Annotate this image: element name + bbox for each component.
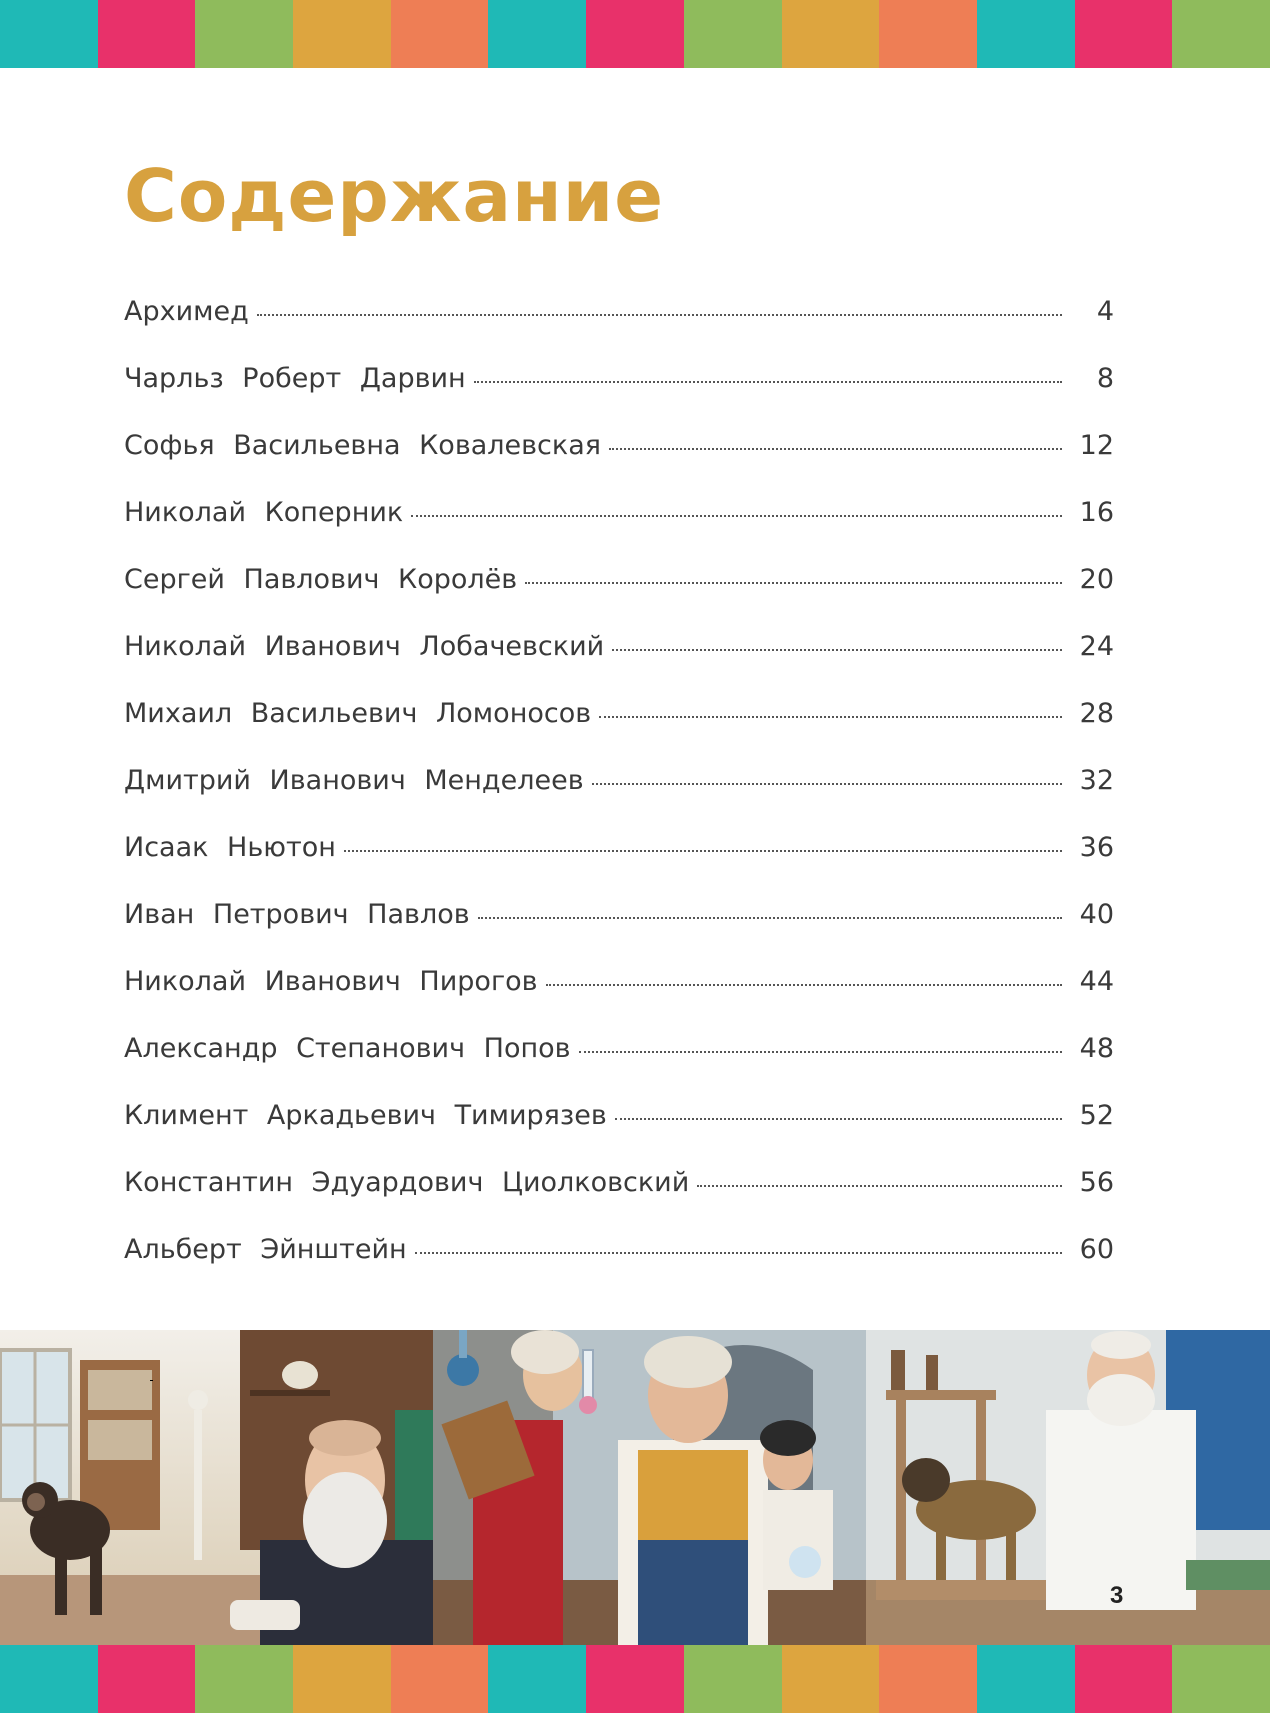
toc-entry[interactable]: [124, 1100, 1114, 1167]
toc-entry-name: Дмитрий Иванович Менделеев: [124, 765, 584, 796]
stripe-segment: [195, 1645, 293, 1713]
toc-dot-leader: [609, 448, 1062, 450]
illustration-strip: [0, 1330, 1270, 1645]
toc-dot-leader: [415, 1252, 1062, 1254]
stripe-segment: [684, 1645, 782, 1713]
toc-entry[interactable]: [124, 832, 1114, 899]
table-of-contents: [124, 296, 1114, 1301]
toc-entry-name: Николай Иванович Лобачевский: [124, 631, 605, 662]
toc-dot-leader: [525, 582, 1061, 584]
toc-entry[interactable]: [124, 966, 1114, 1033]
toc-entry[interactable]: [124, 1033, 1114, 1100]
toc-entry-name: Климент Аркадьевич Тимирязев: [124, 1100, 607, 1131]
stripe-segment: [586, 0, 684, 68]
stripe-segment: [488, 1645, 586, 1713]
stripe-segment: [879, 0, 977, 68]
toc-entry[interactable]: [124, 698, 1114, 765]
toc-entry-name: Николай Коперник: [124, 497, 404, 528]
toc-entry[interactable]: [124, 765, 1114, 832]
toc-entry-page: 4: [1096, 296, 1114, 327]
stripe-segment: [195, 0, 293, 68]
toc-entry-name: Чарльз Роберт Дарвин: [124, 363, 466, 394]
stripe-segment: [1172, 1645, 1270, 1713]
toc-dot-leader: [411, 515, 1061, 517]
toc-entry-page: 56: [1079, 1167, 1114, 1198]
toc-entry-name: Николай Иванович Пирогов: [124, 966, 538, 997]
darwin-illustration: [0, 1330, 433, 1645]
toc-entry-page: 20: [1079, 564, 1114, 595]
toc-entry-page: 16: [1079, 497, 1114, 528]
toc-entry[interactable]: [124, 1167, 1114, 1234]
stripe-segment: [782, 0, 880, 68]
toc-entry-name: Софья Васильевна Ковалевская: [124, 430, 601, 461]
toc-entry-name: Константин Эдуардович Циолковский: [124, 1167, 690, 1198]
toc-entry-page: 8: [1096, 363, 1114, 394]
toc-dot-leader: [599, 716, 1061, 718]
toc-entry-name: Альберт Эйнштейн: [124, 1234, 407, 1265]
page-number: 3: [1110, 1582, 1124, 1609]
toc-entry-page: 24: [1079, 631, 1114, 662]
top-color-stripe: [0, 0, 1270, 68]
toc-dot-leader: [474, 381, 1062, 383]
toc-dot-leader: [612, 649, 1061, 651]
toc-entry-page: 32: [1079, 765, 1114, 796]
lomonosov-scene-image: [433, 1330, 866, 1645]
stripe-segment: [391, 0, 489, 68]
stripe-segment: [98, 1645, 196, 1713]
stripe-segment: [293, 1645, 391, 1713]
toc-entry-name: Исаак Ньютон: [124, 832, 336, 863]
stripe-segment: [782, 1645, 880, 1713]
toc-entry-name: Иван Петрович Павлов: [124, 899, 470, 930]
toc-entry[interactable]: [124, 497, 1114, 564]
toc-dot-leader: [697, 1185, 1061, 1187]
stripe-segment: [1075, 1645, 1173, 1713]
toc-entry-page: 60: [1079, 1234, 1114, 1265]
toc-entry-page: 48: [1079, 1033, 1114, 1064]
stripe-segment: [1172, 0, 1270, 68]
toc-dot-leader: [579, 1051, 1062, 1053]
stripe-segment: [391, 1645, 489, 1713]
toc-entry[interactable]: [124, 899, 1114, 966]
toc-entry[interactable]: [124, 363, 1114, 430]
stripe-segment: [1075, 0, 1173, 68]
pavlov-illustration: [866, 1330, 1270, 1645]
stripe-segment: [684, 0, 782, 68]
darwin-scene-image: [0, 1330, 433, 1645]
toc-entry-name: Архимед: [124, 296, 249, 327]
toc-entry-name: Александр Степанович Попов: [124, 1033, 571, 1064]
toc-entry-page: 40: [1079, 899, 1114, 930]
toc-dot-leader: [615, 1118, 1062, 1120]
page-title: Содержание: [124, 154, 665, 238]
stripe-segment: [98, 0, 196, 68]
toc-dot-leader: [546, 984, 1062, 986]
stripe-segment: [0, 1645, 98, 1713]
toc-entry-page: 52: [1079, 1100, 1114, 1131]
lomonosov-illustration: [433, 1330, 866, 1645]
pavlov-scene-image: [866, 1330, 1270, 1645]
stripe-segment: [586, 1645, 684, 1713]
stripe-segment: [488, 0, 586, 68]
toc-entry[interactable]: [124, 564, 1114, 631]
bottom-color-stripe: [0, 1645, 1270, 1713]
toc-entry-page: 44: [1079, 966, 1114, 997]
stripe-segment: [977, 0, 1075, 68]
toc-entry-page: 12: [1079, 430, 1114, 461]
stripe-segment: [293, 0, 391, 68]
toc-entry[interactable]: [124, 631, 1114, 698]
toc-dot-leader: [592, 783, 1062, 785]
toc-entry[interactable]: [124, 1234, 1114, 1301]
toc-entry-name: Сергей Павлович Королёв: [124, 564, 518, 595]
toc-entry[interactable]: [124, 430, 1114, 497]
toc-entry-page: 36: [1079, 832, 1114, 863]
stripe-segment: [0, 0, 98, 68]
toc-entry-page: 28: [1079, 698, 1114, 729]
toc-entry[interactable]: [124, 296, 1114, 363]
toc-dot-leader: [344, 850, 1062, 852]
toc-dot-leader: [257, 314, 1062, 316]
stripe-segment: [879, 1645, 977, 1713]
toc-entry-name: Михаил Васильевич Ломоносов: [124, 698, 592, 729]
stripe-segment: [977, 1645, 1075, 1713]
toc-dot-leader: [478, 917, 1062, 919]
